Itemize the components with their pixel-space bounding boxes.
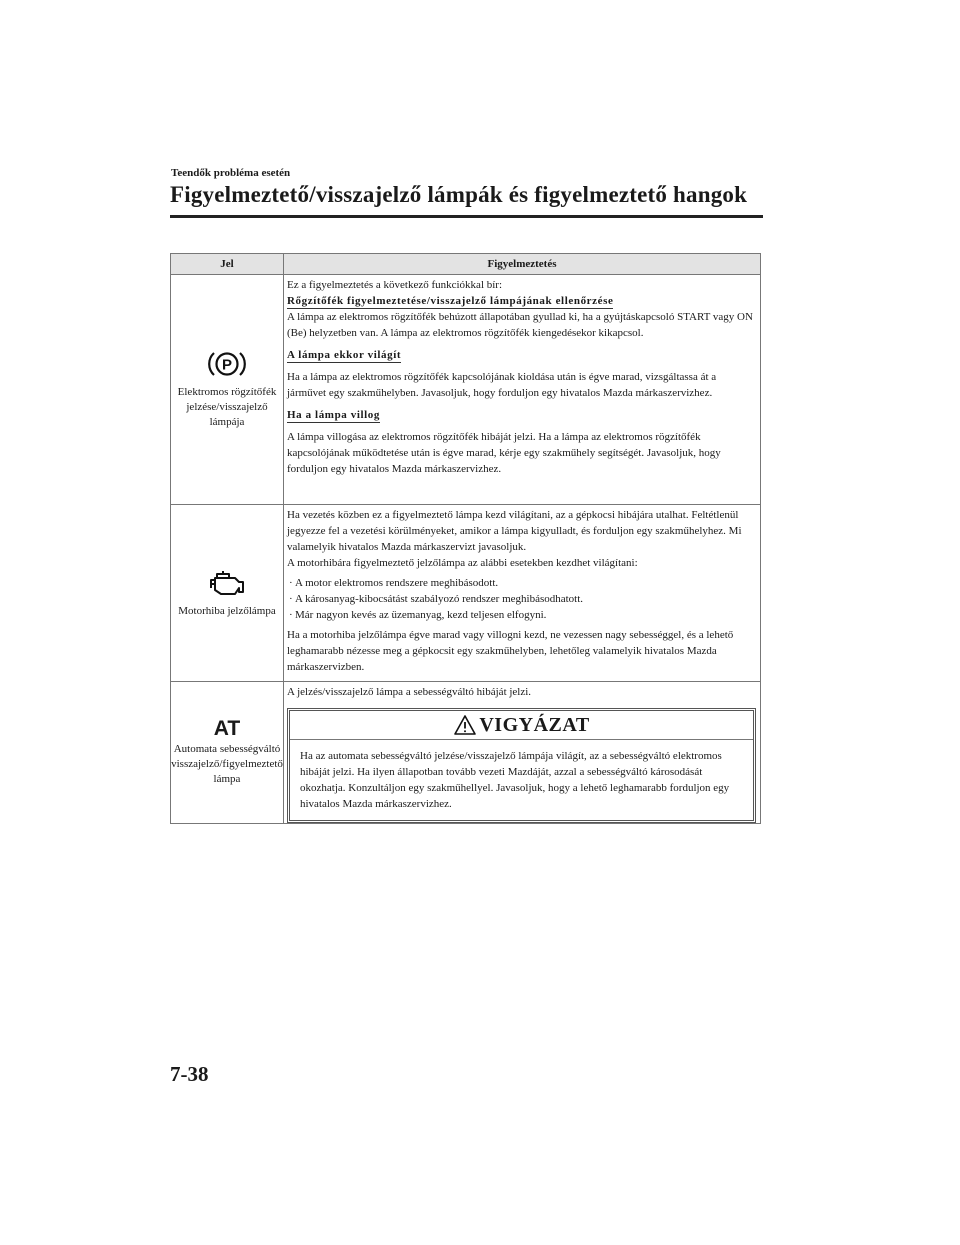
svg-text:P: P <box>221 356 233 374</box>
bullet-list <box>289 575 756 623</box>
parking-brake-p-icon <box>206 349 248 379</box>
body-text: Ha a lámpa az elektromos rögzítőfék kapcsolójának kioldása után is égve marad, vizsgáltassa át a járművet egy szakműhelyben. Javasoljuk, hogy forduljon egy hivatalos Mazda márkaszervizhez. <box>287 371 717 399</box>
table-row <box>171 275 760 505</box>
body-text: A lámpa az elektromos rögzítőfék behúzott állapotában gyullad ki, ha a gyújtáskapcsoló START vagy ON (Be) helyzetben van. A lámpa az elektromos rögzítőfék kiengedésekor kikapcsol. <box>287 311 753 339</box>
at-icon: AT <box>213 717 241 740</box>
caution-title: VIGYÁZAT <box>479 714 590 736</box>
warning-lights-table <box>170 253 761 824</box>
warning-cell <box>284 505 760 681</box>
body-text: Ha a motorhiba jelzőlámpa égve marad vagy villogni kezd, ne vezessen nagy sebességgel, és a lehető leghamarabb nézesse meg a gépkocsit egy szakműhelyben, lehetőleg valamelyik hivatalos Mazda márkaszervizben. <box>287 629 734 673</box>
body-text: A lámpa villogása az elektromos rögzítőfék hibáját jelzi. Ha a lámpa az elektromos rögzítőfék kapcsolójának működtetése után is égve marad, kérje egy szakműhely segítségét. Javasoljuk, hogy forduljon egy hivatalos Mazda márkaszervizhez. <box>287 431 721 475</box>
symbol-cell <box>171 275 284 504</box>
header-symbol: Jel <box>171 254 284 274</box>
title-rule <box>170 215 763 218</box>
warning-cell <box>284 275 760 504</box>
caution-header <box>290 711 753 740</box>
table-row <box>171 682 760 823</box>
table-row <box>171 505 760 682</box>
table-header <box>171 254 760 275</box>
body-text: A motorhibára figyelmeztető jelzőlámpa az alábbi esetekben kezdhet világítani: <box>287 557 638 569</box>
page-title: Figyelmeztető/visszajelző lámpák és figyelmeztető hangok <box>170 182 748 207</box>
symbol-cell <box>171 505 284 681</box>
body-text: A jelzés/visszajelző lámpa a sebességváltó hibáját jelzi. <box>287 686 532 698</box>
symbol-label: Automata sebességváltó visszajelző/figyelmeztető lámpa <box>171 743 283 785</box>
list-item: · A károsanyag-kibocsátást szabályozó rendszer meghibásodhatott. <box>289 591 756 607</box>
section-label: Teendők probléma esetén <box>171 167 291 179</box>
subheading: Ha a lámpa villog <box>287 409 381 421</box>
body-text: Ha vezetés közben ez a figyelmeztető lámpa kezd világítani, az a gépkocsi hibájára utalhat. Feltétlenül jegyezze fel a vezetési körülményeket, amikor a lámpa kigyulladt, és forduljon egy szakműhelyhez. Mi valamelyik hivatalos Mazda márkaszervizt javasoljuk. <box>287 509 742 553</box>
symbol-label: Elektromos rögzítőfék jelzése/visszajelző lámpája <box>177 386 277 428</box>
engine-check-icon <box>207 568 247 598</box>
intro-text: Ez a figyelmeztetés a következő funkciókkal bír: <box>287 279 503 291</box>
subheading: A lámpa ekkor világít <box>287 349 402 361</box>
page-number: 7-38 <box>170 1062 209 1086</box>
caution-text: Ha az automata sebességváltó jelzése/visszajelző lámpája világít, az a sebességváltó elektromos hibáját jelzi. Ha ilyen állapotban tovább vezeti Mazdáját, azzal a sebességváltó károsodását okozhatja. Konzultáljon egy szakműhellyel. Javasoljuk, hogy a lehető leghamarabb forduljon egy hivatalos Mazda márkaszervizhez. <box>300 750 730 810</box>
subheading: Rőgzítőfék figyelmeztetése/visszajelző lámpájának ellenőrzése <box>287 295 614 307</box>
warning-cell <box>284 682 760 823</box>
header-warning: Figyelmeztetés <box>487 258 557 270</box>
symbol-label: Motorhiba jelzőlámpa <box>178 604 276 617</box>
caution-box <box>287 708 756 823</box>
symbol-cell <box>171 682 284 823</box>
list-item: · A motor elektromos rendszere meghibásodott. <box>289 575 756 591</box>
warning-triangle-icon <box>453 714 477 736</box>
list-item: · Már nagyon kevés az üzemanyag, kezd teljesen elfogyni. <box>289 607 756 623</box>
